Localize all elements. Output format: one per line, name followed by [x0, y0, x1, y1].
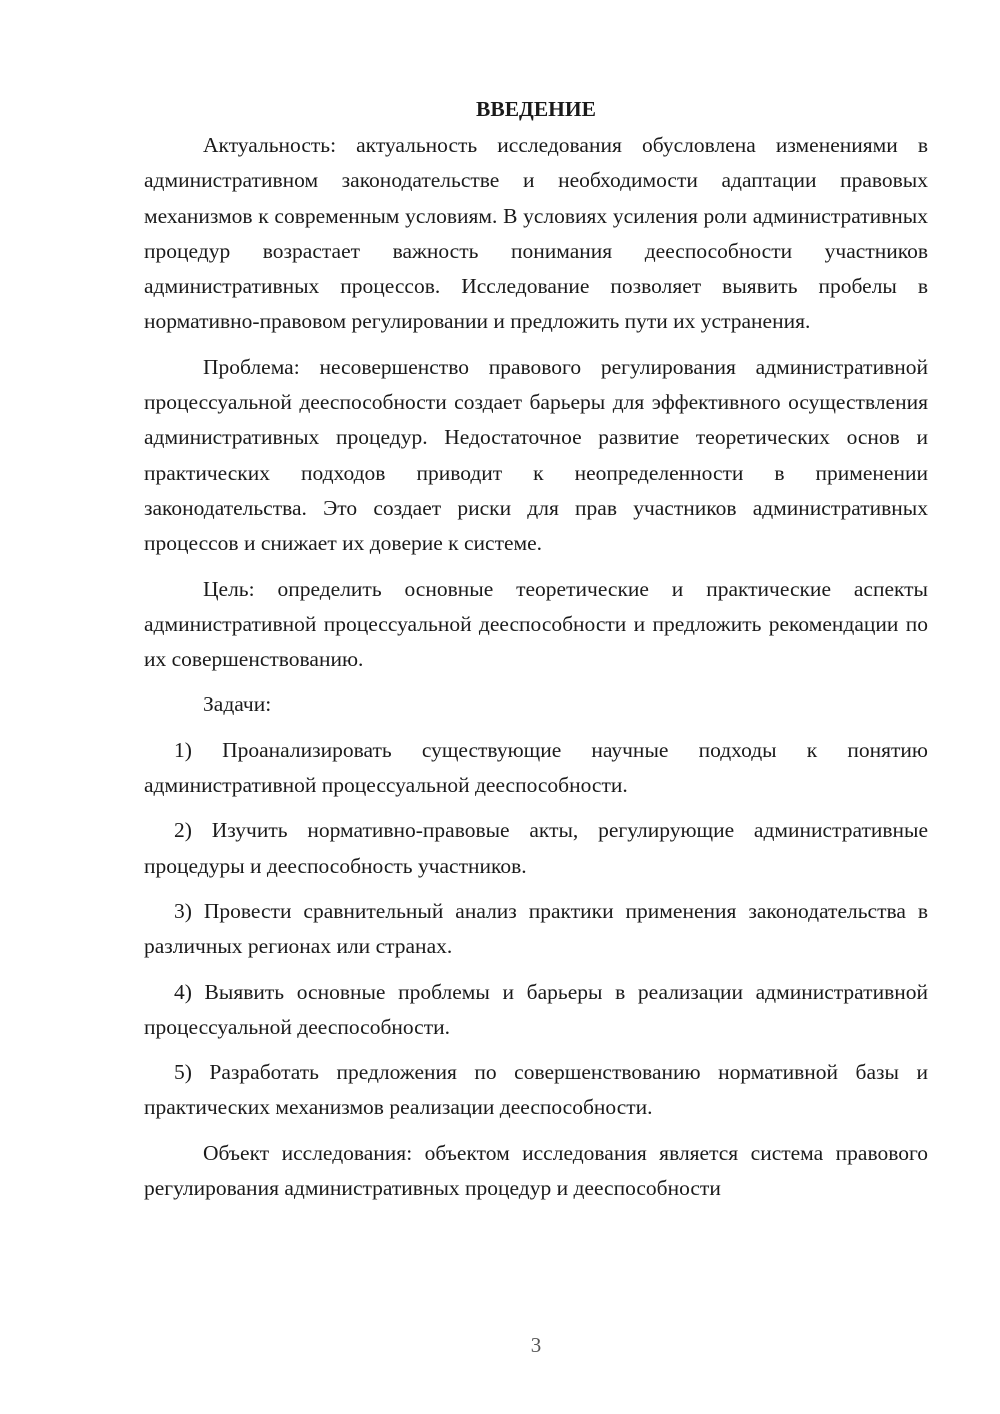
- object-paragraph: Объект исследования: объектом исследования является система правового регулирования административных процедур и дееспособности: [144, 1140, 928, 1201]
- page-body: [144, 92, 928, 1216]
- task-item: 1) Проанализировать существующие научные подходы к понятию административной процессуальной дееспособности.: [144, 737, 928, 798]
- page-number: 3: [530, 1333, 542, 1357]
- task-item: 2) Изучить нормативно-правовые акты, регулирующие административные процедуры и дееспособность участников.: [144, 818, 928, 878]
- tasks-label: Задачи:: [203, 692, 272, 717]
- page-heading: ВВЕДЕНИЕ: [476, 97, 596, 121]
- task-item: 5) Разработать предложения по совершенствованию нормативной базы и практических механизмов реализации дееспособности.: [144, 1060, 928, 1120]
- actuality-paragraph: Актуальность: актуальность исследования обусловлена изменениями в административном законодательстве и необходимости адаптации правовых механизмов к современным условиям. В условиях усиления роли административных процедур возрастает важность понимания дееспособности участников административных процессов. Исследование позволяет выявить пробелы в нормативно-правовом регулировании и предложить пути их устранения.: [144, 133, 928, 334]
- problem-paragraph: Проблема: несовершенство правового регулирования административной процессуальной дееспособности создает барьеры для эффективного осуществления административных процедур. Недостаточное развитие теоретических основ и практических подходов приводит к неопределенности в применении законодательства. Это создает риски для прав участников административных процессов и снижает их доверие к системе.: [144, 354, 928, 556]
- task-item: 3) Провести сравнительный анализ практики применения законодательства в различных регионах или странах.: [144, 898, 928, 959]
- task-item: 4) Выявить основные проблемы и барьеры в реализации административной процессуальной дееспособности.: [144, 979, 928, 1039]
- goal-paragraph: Цель: определить основные теоретические и практические аспекты административной процессуальной дееспособности и предложить рекомендации по их совершенствованию.: [144, 576, 928, 672]
